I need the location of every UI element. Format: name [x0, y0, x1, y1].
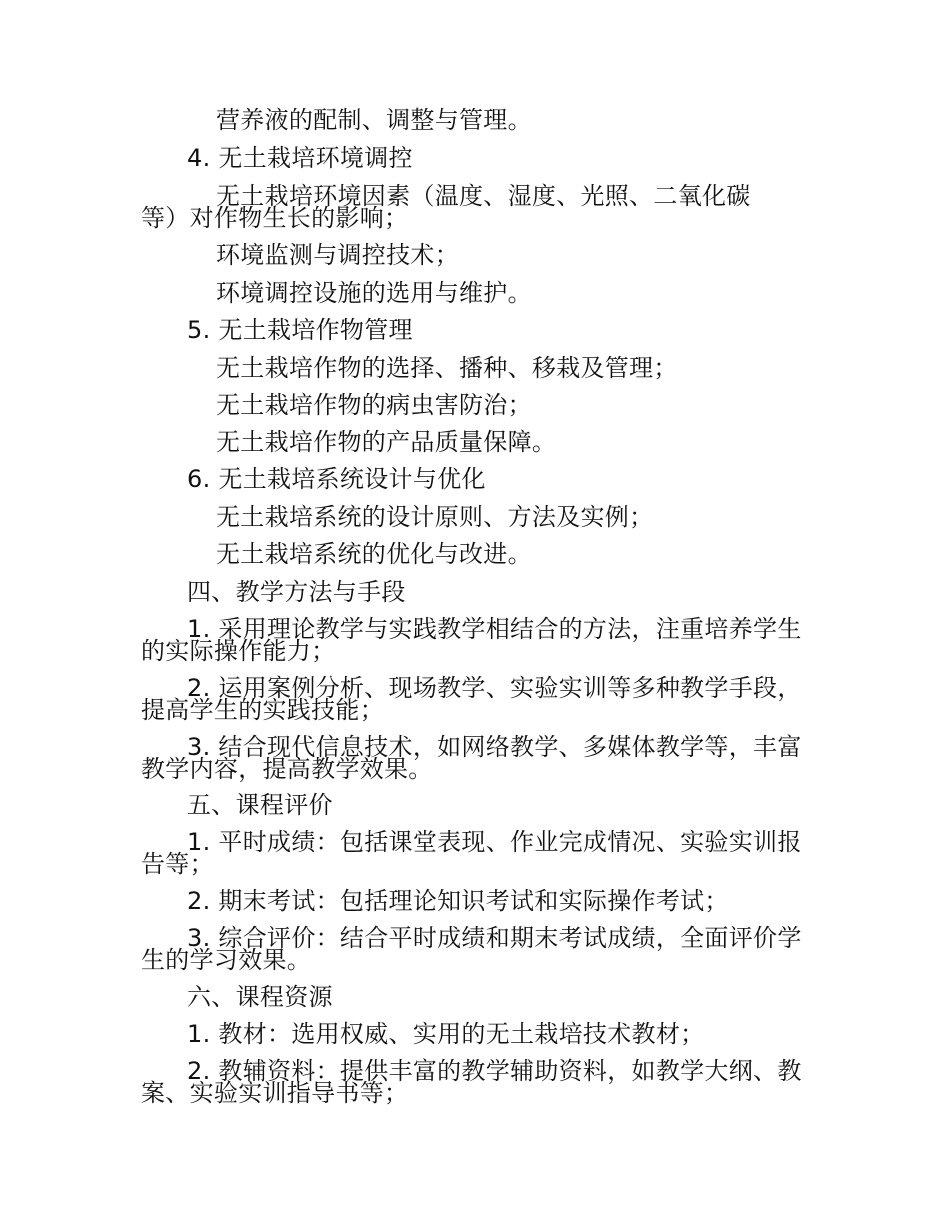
section-heading: 4. 无土栽培环境调控	[187, 144, 413, 172]
text-line: 无土栽培作物的选择、播种、移栽及管理；	[216, 354, 678, 382]
text-line: 1. 采用理论教学与实践教学相结合的方法，注重培养学生	[187, 615, 802, 643]
text-line-wrap: 告等；	[141, 850, 214, 878]
text-line: 2. 教辅资料：提供丰富的教学辅助资料，如教学大纲、教	[187, 1057, 802, 1085]
text-line: 无土栽培作物的病虫害防治；	[216, 391, 532, 419]
text-line: 3. 结合现代信息技术，如网络教学、多媒体教学等，丰富	[187, 733, 802, 761]
text-line: 无土栽培系统的设计原则、方法及实例；	[216, 503, 654, 531]
text-line: 环境调控设施的选用与维护。	[216, 279, 532, 307]
text-line-wrap: 的实际操作能力；	[141, 637, 336, 665]
text-line: 2. 期末考试：包括理论知识考试和实际操作考试；	[187, 887, 729, 915]
chapter-heading: 四、教学方法与手段	[187, 578, 406, 606]
text-line: 2. 运用案例分析、现场教学、实验实训等多种教学手段，	[187, 674, 802, 702]
text-line: 1. 平时成绩：包括课堂表现、作业完成情况、实验实训报	[187, 828, 802, 856]
chapter-heading: 五、课程评价	[187, 791, 333, 819]
text-line-wrap: 教学内容，提高教学效果。	[141, 755, 433, 783]
text-line-wrap: 案、实验实训指导书等；	[141, 1079, 409, 1107]
text-line: 营养液的配制、调整与管理。	[216, 106, 532, 134]
section-heading: 6. 无土栽培系统设计与优化	[187, 465, 486, 493]
text-line: 1. 教材：选用权威、实用的无土栽培技术教材；	[187, 1020, 705, 1048]
text-line-wrap: 提高学生的实践技能；	[141, 696, 384, 724]
text-line-wrap: 等）对作物生长的影响；	[141, 204, 409, 232]
chapter-heading: 六、课程资源	[187, 983, 333, 1011]
section-heading: 5. 无土栽培作物管理	[187, 316, 413, 344]
text-line: 无土栽培系统的优化与改进。	[216, 540, 532, 568]
text-line: 环境监测与调控技术；	[216, 241, 459, 269]
text-line-wrap: 生的学习效果。	[141, 946, 312, 974]
text-line: 无土栽培环境因素（温度、湿度、光照、二氧化碳	[216, 182, 751, 210]
text-line: 3. 综合评价：结合平时成绩和期末考试成绩，全面评价学	[187, 924, 802, 952]
text-line: 无土栽培作物的产品质量保障。	[216, 428, 557, 456]
